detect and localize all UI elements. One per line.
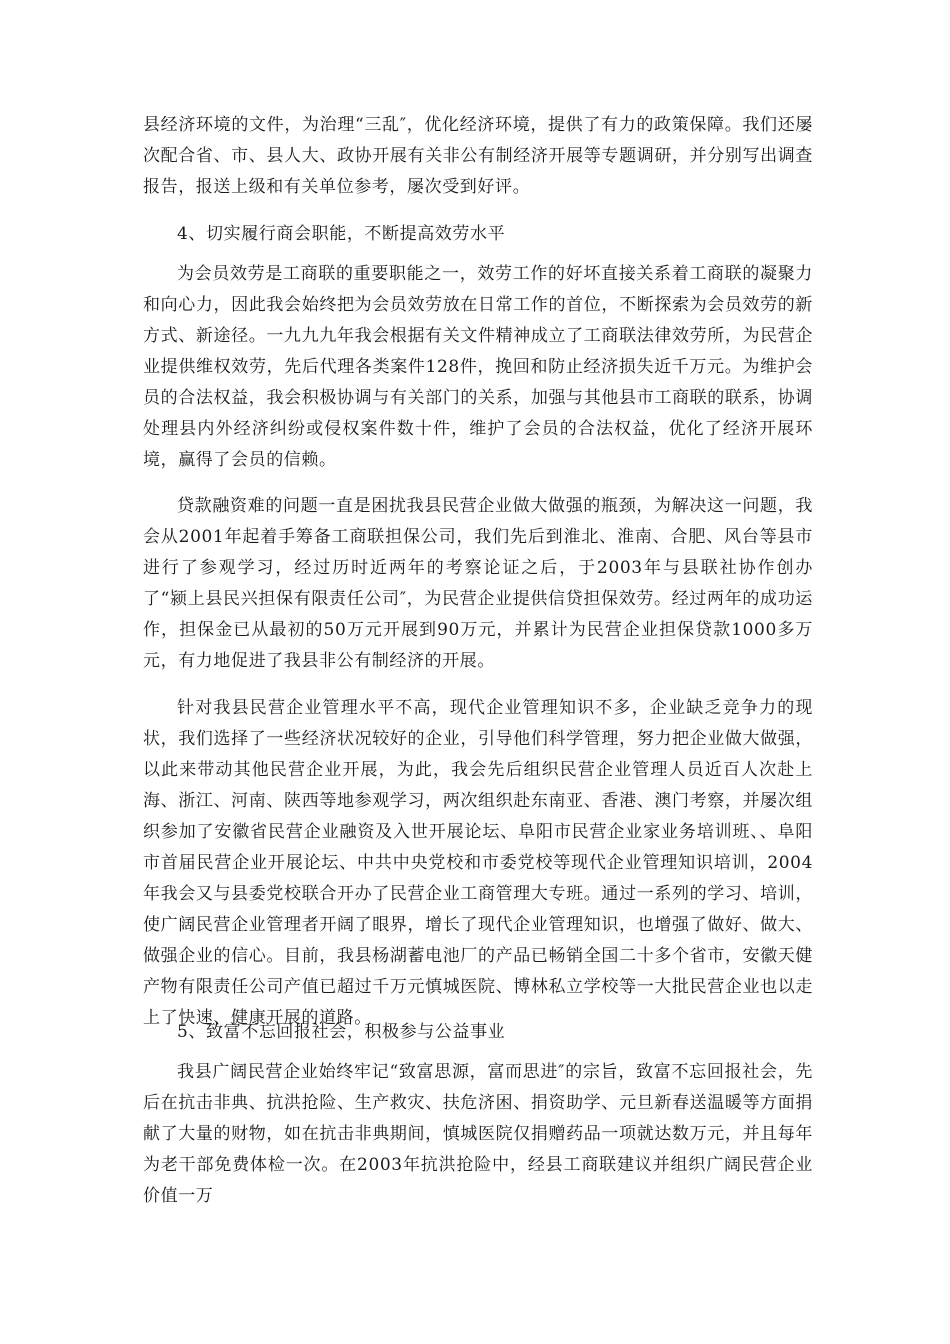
paragraph-policy-guarantee: 县经济环境的文件，为治理“三乱″，优化经济环境，提供了有力的政策保障。我们还屡次配合省、市、县人大、政协开展有关非公有制经济开展等专题调研，并分别写出调查报告，报送上级和有关单位参考，屡次受到好评。 [143, 115, 813, 197]
paragraph-management-training: 针对我县民营企业管理水平不高，现代企业管理知识不多，企业缺乏竞争力的现状，我们选择了一些经济状况较好的企业，引导他们科学管理，努力把企业做大做强，以此来带动其他民营企业开展，为此，我会先后组织民营企业管理人员近百人次赴上海、浙江、河南、陕西等地参观学习，两次组织赴东南亚、香港、澳门考察，并屡次组织参加了安徽省民营企业融资及入世开展论坛、阜阳市民营企业家业务培训班、、阜阳市首届民营企业开展论坛、中共中央党校和市委党校等现代企业管理知识培训，2004年我会又与县委党校联合开办了民营企业工商管理大专班。通过一系列的学习、培训，使广阔民营企业管理者开阔了眼界，增长了现代企业管理知识，也增强了做好、做大、做强企业的信心。目前，我县杨湖蓄电池厂的产品已畅销全国二十多个省市，安徽天健产物有限责任公司产值已超过千万元慎城医院、博林私立学校等一大批民营企业也以走上了快速、健康开展的道路。 [143, 698, 813, 1028]
paragraph-member-service: 为会员效劳是工商联的重要职能之一，效劳工作的好坏直接关系着工商联的凝聚力和向心力，因此我会始终把为会员效劳放在日常工作的首位，不断探索为会员效劳的新方式、新途径。一九九九年我会根据有关文件精神成立了工商联法律效劳所，为民营企业提供维权效劳，先后代理各类案件128件，挽回和防止经济损失近千万元。为维护会员的合法权益，我会积极协调与有关部门的关系，加强与其他县市工商联的联系，协调处理县内外经济纠纷或侵权案件数十件，维护了会员的合法权益，优化了经济开展环境，赢得了会员的信赖。 [143, 264, 813, 470]
paragraph-social-contribution: 我县广阔民营企业始终牢记“致富思源，富而思进″的宗旨，致富不忘回报社会，先后在抗击非典、抗洪抢险、生产救灾、扶危济困、捐资助学、元旦新春送温暖等方面捐献了大量的财物，如在抗击非典期间，慎城医院仅捐赠药品一项就达数万元，并且每年为老干部免费体检一次。在2003年抗洪抢险中，经县工商联建议并组织广阔民营企业价值一万 [143, 1062, 813, 1206]
paragraph-loan-guarantee: 贷款融资难的问题一直是困扰我县民营企业做大做强的瓶颈，为解决这一问题，我会从2001年起着手筹备工商联担保公司，我们先后到淮北、淮南、合肥、风台等县市进行了参观学习，经过历时近两年的考察论证之后，于2003年与县联社协作创办了“颍上县民兴担保有限责任公司″，为民营企业提供信贷担保效劳。经过两年的成功运作，担保金已从最初的50万元开展到90万元，并累计为民营企业担保贷款1000多万元，有力地促进了我县非公有制经济的开展。 [143, 496, 813, 671]
section-heading-4: 4、切实履行商会职能，不断提高效劳水平 [177, 224, 506, 244]
section-heading-5: 5、致富不忘回报社会，积极参与公益事业 [177, 1022, 506, 1042]
